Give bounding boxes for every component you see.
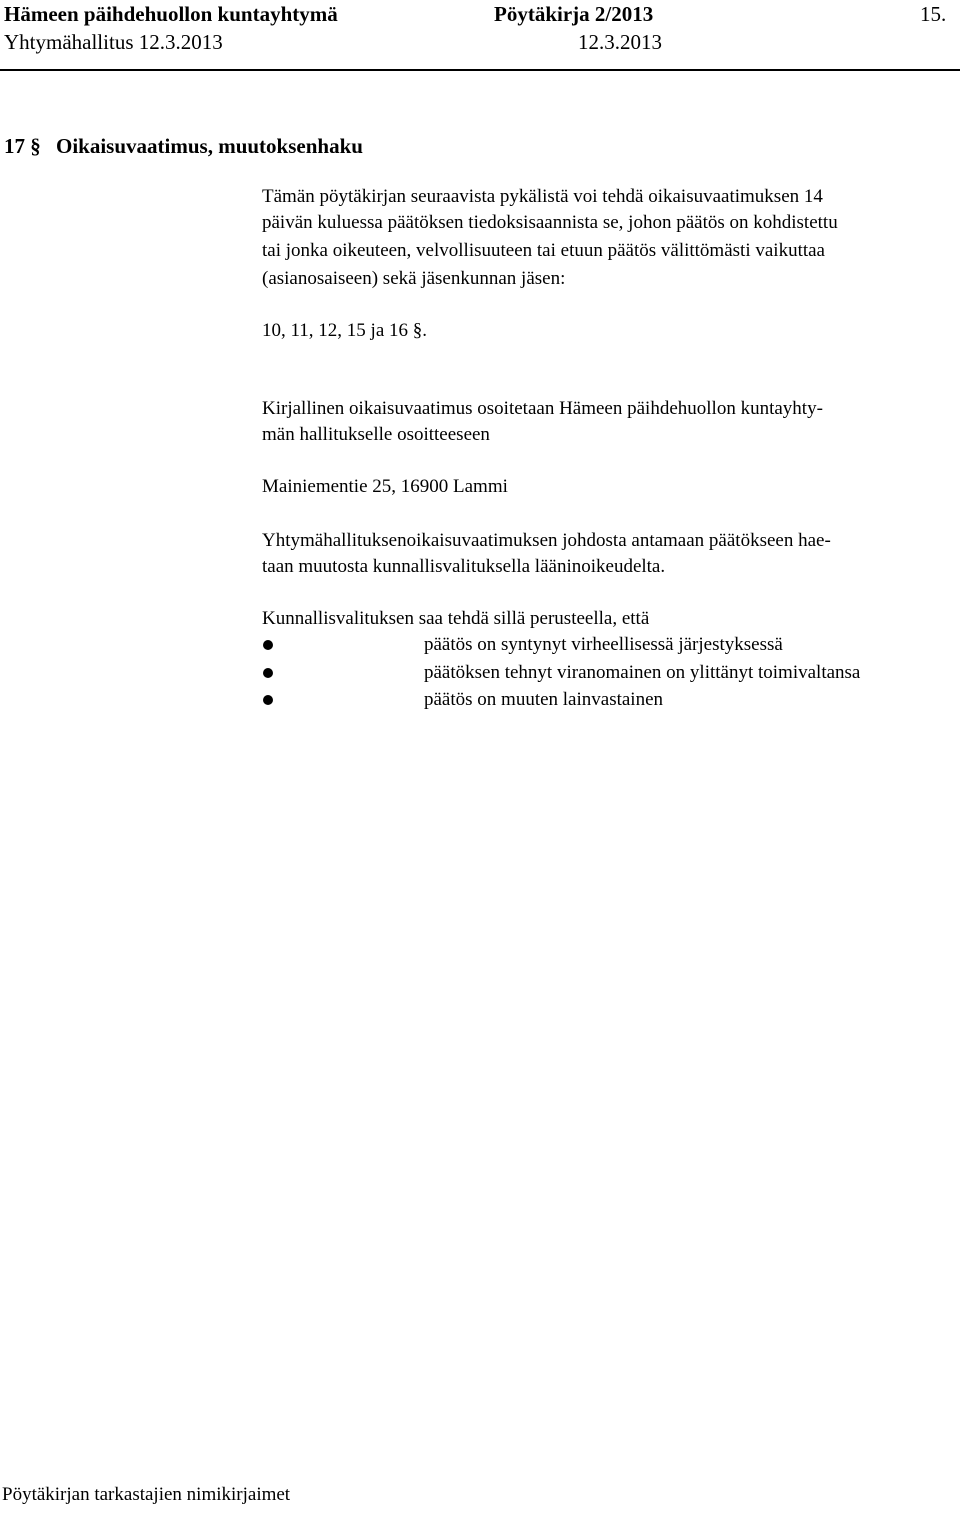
section-title: Oikaisuvaatimus, muutoksenhaku — [56, 134, 363, 158]
meeting-body: Yhtymähallitus 12.3.2013 — [4, 30, 223, 54]
bullet-icon — [263, 640, 273, 650]
protocol-number: Pöytäkirja 2/2013 — [494, 2, 654, 26]
intro-line-2: päivän kuluessa päätöksen tiedoksisaannista se, johon päätös on kohdistettu — [262, 212, 838, 233]
intro-line-3: tai jonka oikeuteen, velvollisuuteen tai etuun päätös välittömästi vaikuttaa — [262, 240, 825, 261]
bullet-icon — [263, 668, 273, 678]
appeal-line-1: Yhtymähallituksenoikaisuvaatimuksen johdosta antamaan päätökseen hae- — [262, 530, 831, 551]
address: Mainiementie 25, 16900 Lammi — [262, 476, 508, 497]
ground-item-1: päätös on syntynyt virheellisessä järjestyksessä — [424, 634, 783, 655]
signature-label: Pöytäkirjan tarkastajien nimikirjaimet — [2, 1484, 291, 1505]
grounds-intro: Kunnallisvalituksen saa tehdä sillä perusteella, että — [262, 608, 650, 629]
appeal-line-2: taan muutosta kunnallisvalituksella lääninoikeudelta. — [262, 556, 666, 577]
ground-item-2: päätöksen tehnyt viranomainen on ylittänyt toimivaltansa — [424, 662, 861, 683]
organization-name: Hämeen päihdehuollon kuntayhtymä — [4, 2, 338, 26]
sections-list: 10, 11, 12, 15 ja 16 §. — [262, 320, 428, 341]
bullet-icon — [263, 695, 273, 705]
intro-line-4: (asianosaiseen) sekä jäsenkunnan jäsen: — [262, 268, 566, 289]
page-number: 15. — [920, 2, 947, 26]
section-number: 17 § — [4, 134, 41, 158]
written-line-2: män hallitukselle osoitteeseen — [262, 424, 490, 445]
written-line-1: Kirjallinen oikaisuvaatimus osoitetaan Hämeen päihdehuollon kuntayhty- — [262, 398, 823, 419]
meeting-date: 12.3.2013 — [578, 30, 662, 54]
ground-item-3: päätös on muuten lainvastainen — [424, 689, 664, 710]
header-divider — [0, 69, 960, 71]
intro-line-1: Tämän pöytäkirjan seuraavista pykälistä voi tehdä oikaisuvaatimuksen 14 — [262, 186, 823, 207]
